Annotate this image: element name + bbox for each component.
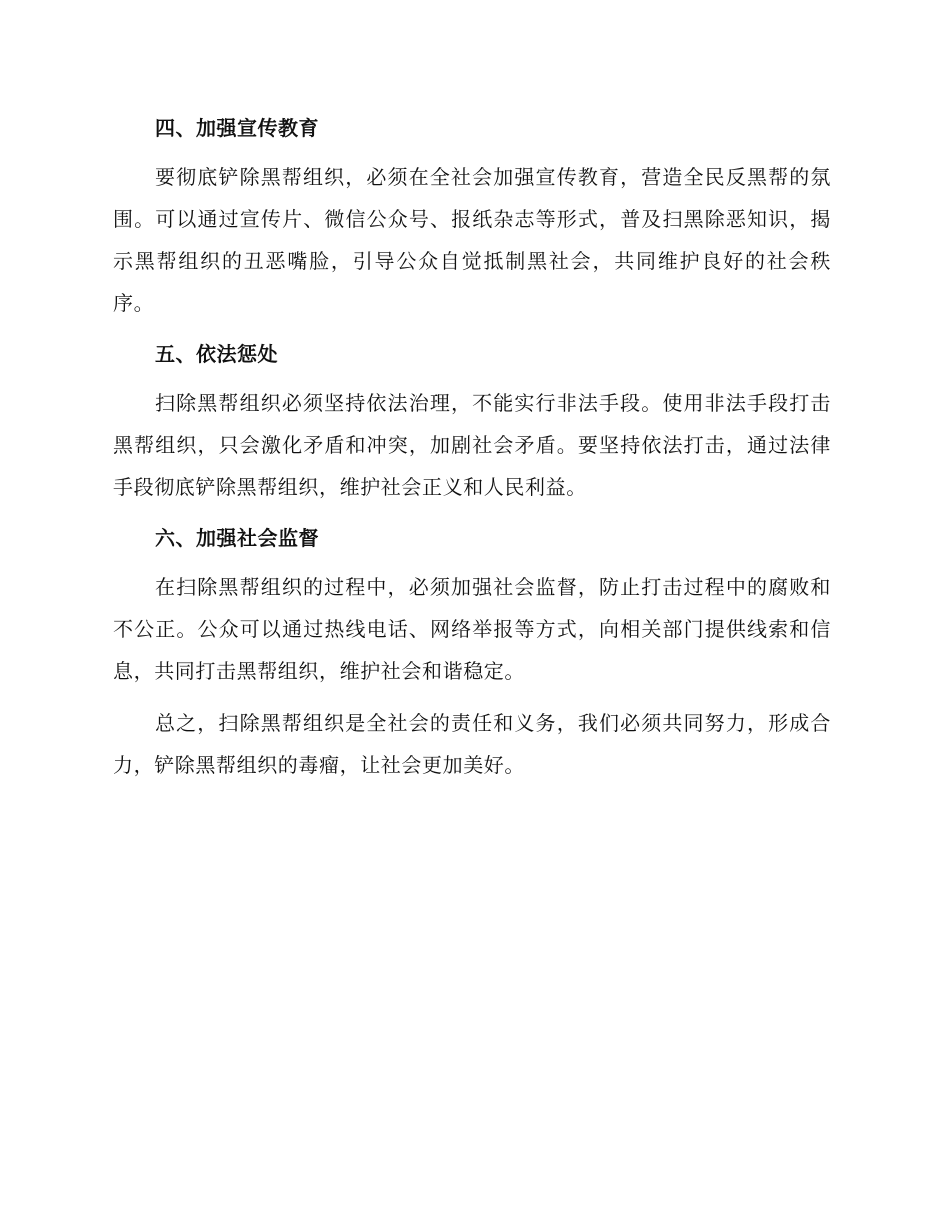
section-heading-supervision: 六、加强社会监督 (155, 526, 319, 550)
section-paragraph-supervision: 在扫除黑帮组织的过程中，必须加强社会监督，防止打击过程中的腐败和不公正。公众可以通过热线电话、网络举报等方式，向相关部门提供线索和信息，共同打击黑帮组织，维护社会和谐稳定。 (113, 575, 831, 683)
section-paragraph-publicity: 要彻底铲除黑帮组织，必须在全社会加强宣传教育，营造全民反黑帮的氛围。可以通过宣传片、微信公众号、报纸杂志等形式，普及扫黑除恶知识，揭示黑帮组织的丑恶嘴脸，引导公众自觉抵制黑社会，共同维护良好的社会秩序。 (113, 165, 831, 315)
section-heading-publicity: 四、加强宣传教育 (155, 116, 319, 140)
section-paragraph-punishment: 扫除黑帮组织必须坚持依法治理，不能实行非法手段。使用非法手段打击黑帮组织，只会激化矛盾和冲突，加剧社会矛盾。要坚持依法打击，通过法律手段彻底铲除黑帮组织，维护社会正义和人民利益。 (113, 391, 831, 499)
section-heading-punishment: 五、依法惩处 (155, 342, 278, 366)
conclusion-paragraph: 总之，扫除黑帮组织是全社会的责任和义务，我们必须共同努力，形成合力，铲除黑帮组织的毒瘤，让社会更加美好。 (113, 711, 831, 777)
document-body (113, 108, 831, 796)
